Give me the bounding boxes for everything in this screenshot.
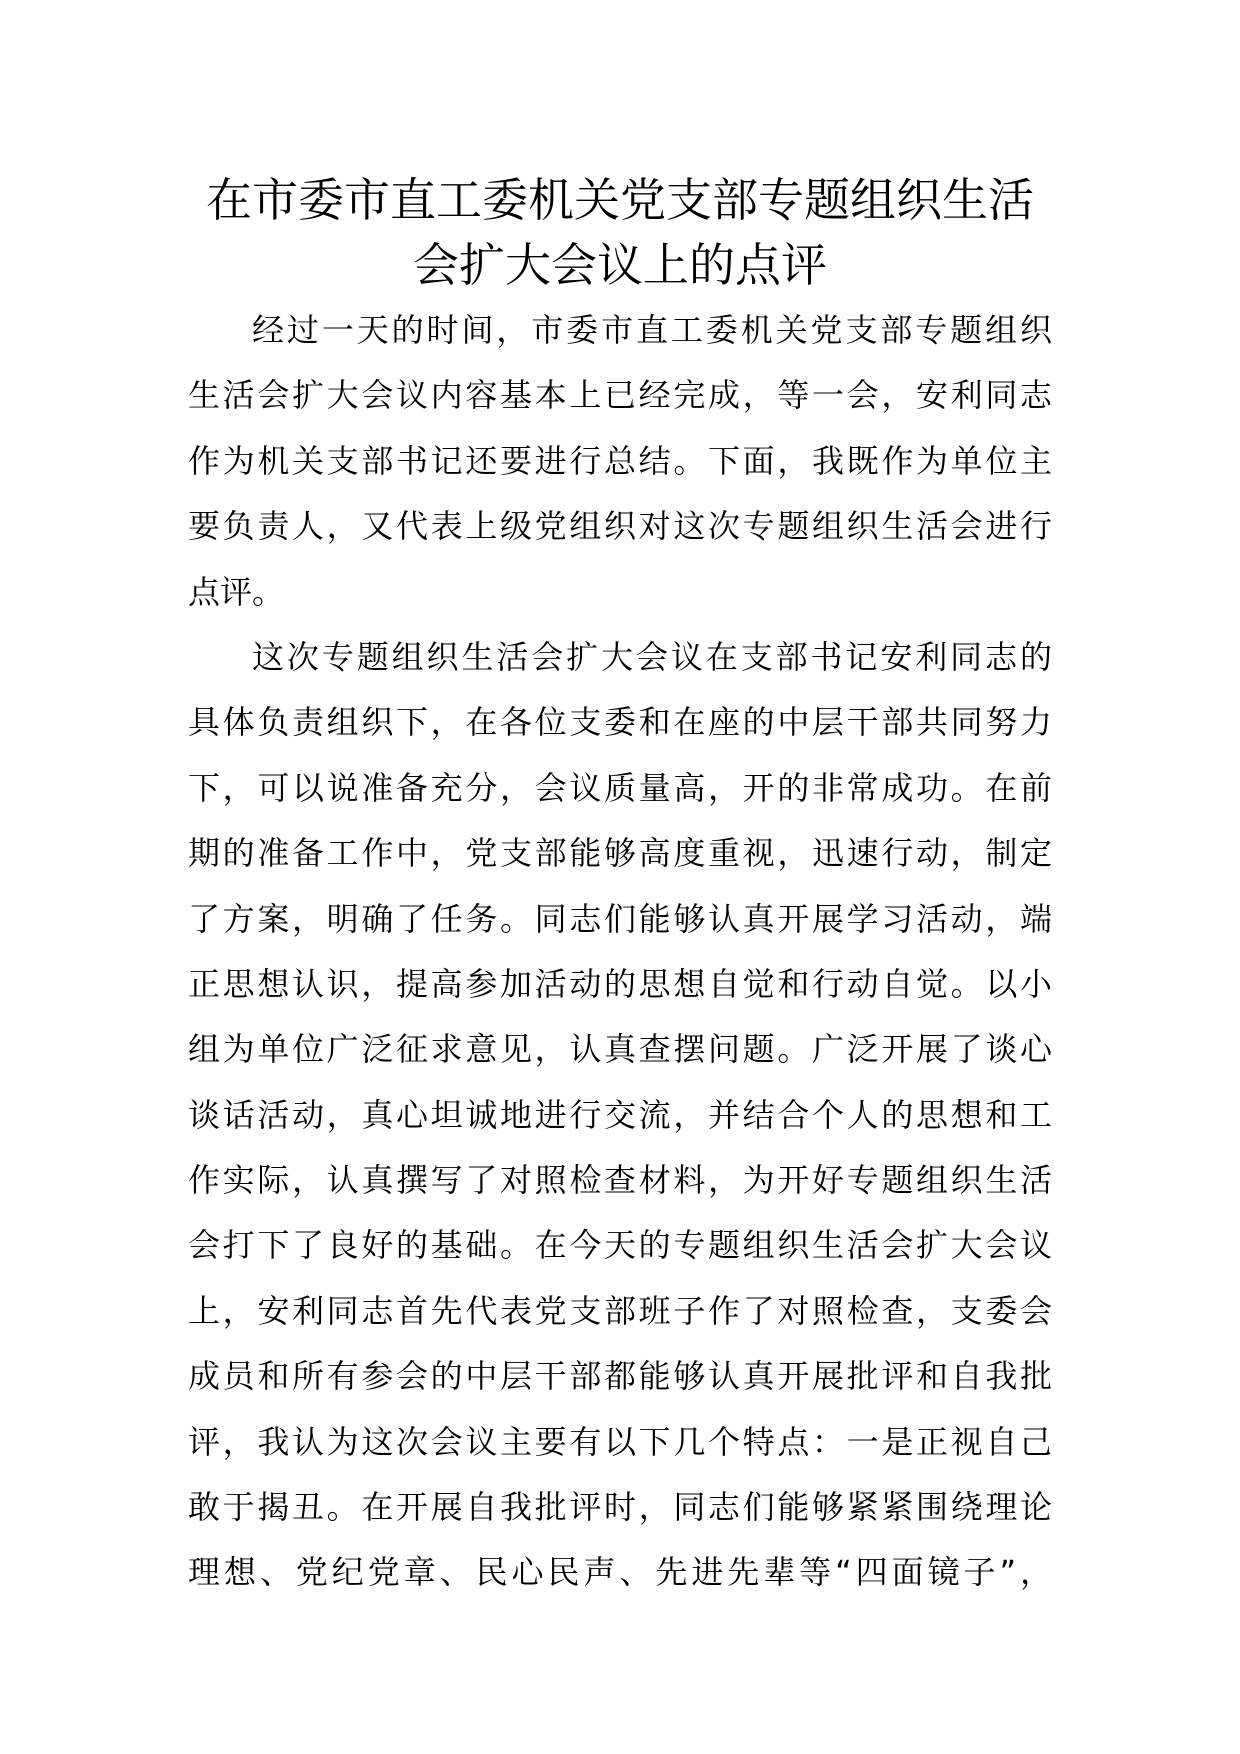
text-line: 作实际，认真撰写了对照检查材料，为开好专题组织生活 <box>188 1161 1052 1200</box>
title-line-1: 在市委市直工委机关党支部专题组织生活 <box>206 173 1034 227</box>
text-line: 理想、党纪党章、民心民声、先进先辈等“四面镜子”， <box>188 1553 1052 1592</box>
text-line: 评，我认为这次会议主要有以下几个特点：一是正视自己 <box>188 1422 1052 1461</box>
text-line: 作为机关支部书记还要进行总结。下面，我既作为单位主 <box>188 441 1052 480</box>
document-title <box>188 168 1052 298</box>
text-line: 会打下了良好的基础。在今天的专题组织生活会扩大会议 <box>188 1226 1052 1265</box>
text-line: 组为单位广泛征求意见，认真查摆问题。广泛开展了谈心 <box>188 1030 1052 1069</box>
text-line: 要负责人，又代表上级党组织对这次专题组织生活会进行 <box>188 507 1052 546</box>
text-line: 点评。 <box>188 572 285 611</box>
text-line: 期的准备工作中，党支部能够高度重视，迅速行动，制定 <box>188 834 1052 873</box>
text-line: 正思想认识，提高参加活动的思想自觉和行动自觉。以小 <box>188 964 1052 1003</box>
text-line: 了方案，明确了任务。同志们能够认真开展学习活动，端 <box>188 899 1052 938</box>
document-page <box>188 168 1052 1606</box>
text-line: 下，可以说准备充分，会议质量高，开的非常成功。在前 <box>188 768 1052 807</box>
document-body <box>188 298 1052 1606</box>
paragraph-1 <box>188 298 1052 625</box>
title-line-2: 会扩大会议上的点评 <box>413 238 827 292</box>
text-line: 这次专题组织生活会扩大会议在支部书记安利同志的 <box>252 637 1052 676</box>
text-line: 经过一天的时间，市委市直工委机关党支部专题组织 <box>252 311 1052 349</box>
paragraph-2 <box>188 625 1052 1606</box>
text-line: 生活会扩大会议内容基本上已经完成，等一会，安利同志 <box>188 376 1052 415</box>
text-line: 敢于揭丑。在开展自我批评时，同志们能够紧紧围绕理论 <box>188 1488 1052 1527</box>
text-line: 具体负责组织下，在各位支委和在座的中层干部共同努力 <box>188 703 1052 742</box>
text-line: 上，安利同志首先代表党支部班子作了对照检查，支委会 <box>188 1291 1052 1330</box>
text-line: 谈话活动，真心坦诚地进行交流，并结合个人的思想和工 <box>188 1095 1052 1134</box>
text-line: 成员和所有参会的中层干部都能够认真开展批评和自我批 <box>188 1357 1052 1396</box>
